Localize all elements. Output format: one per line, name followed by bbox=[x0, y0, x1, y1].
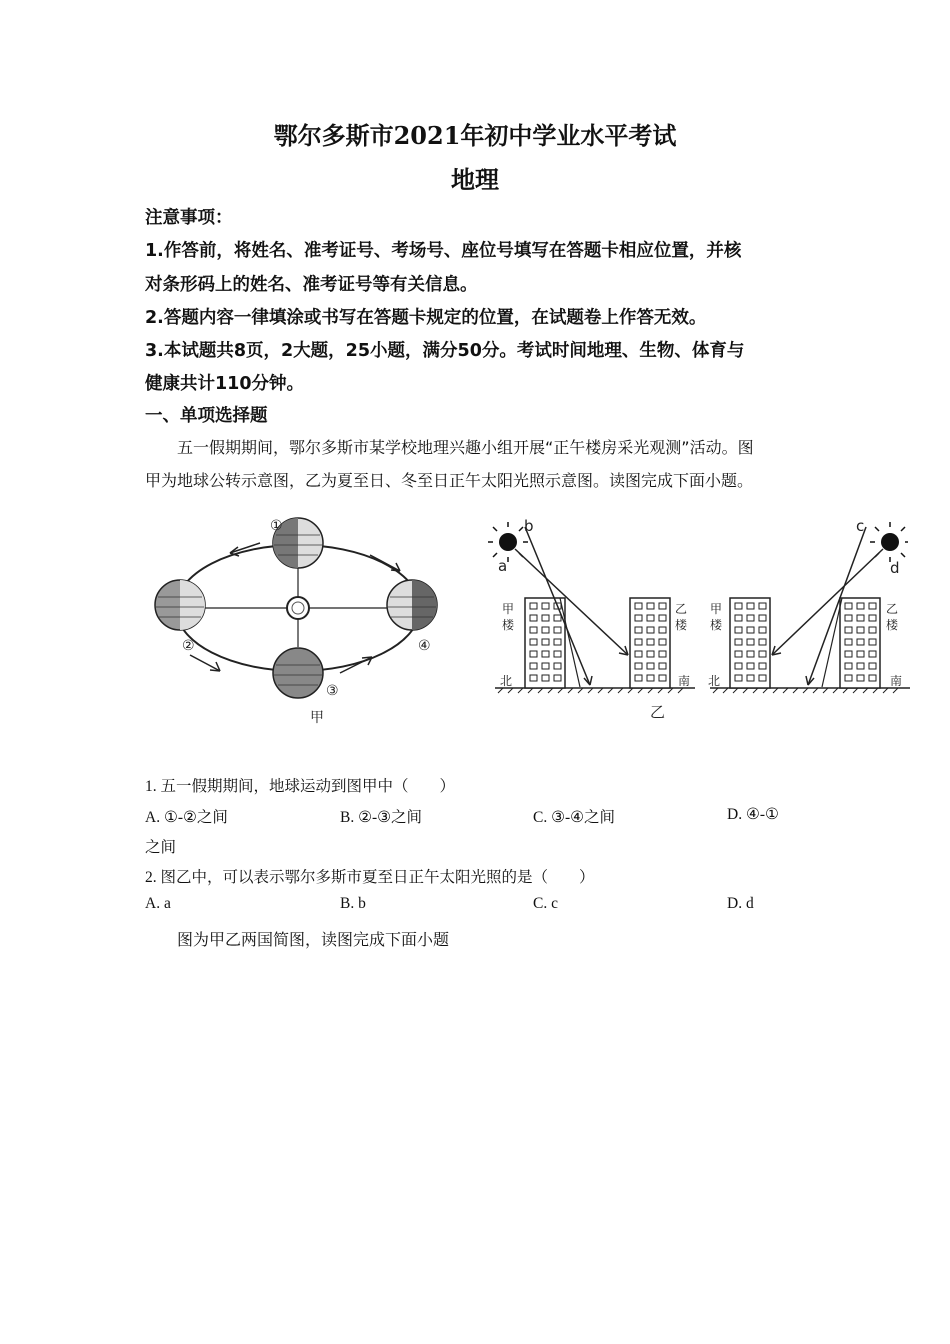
north-label-left: 北 bbox=[500, 674, 513, 688]
notice-item3-line2: 健康共计110分钟。 bbox=[145, 374, 305, 394]
notice-heading: 注意事项： bbox=[145, 208, 233, 228]
building-yi-label-left: 乙 bbox=[675, 602, 688, 616]
ray-label-c: c bbox=[856, 517, 865, 535]
ray-label-a: a bbox=[498, 557, 508, 575]
question-1-stem: 1. 五一假期期间，地球运动到图甲中（ ） bbox=[145, 778, 456, 795]
next-section-intro: 图为甲乙两国简图，读图完成下面小题 bbox=[177, 930, 450, 949]
question-1-option-a: A. ①-②之间 bbox=[145, 809, 228, 826]
orbit-label-2: ② bbox=[182, 638, 195, 654]
notice-item1-line1: 1.作答前，将姓名、准考证号、考场号、座位号填写在答题卡相应位置，并核 bbox=[145, 241, 742, 261]
ray-label-d: d bbox=[890, 559, 900, 577]
figure-area bbox=[150, 505, 910, 739]
figure-yi-left bbox=[488, 517, 695, 693]
figure-svg bbox=[150, 505, 910, 735]
building-jia-label-left: 甲 bbox=[502, 602, 515, 616]
question-1-option-d-wrap: 之间 bbox=[145, 839, 177, 856]
question-2-option-d: D. d bbox=[727, 895, 754, 912]
svg-text:楼: 楼 bbox=[502, 618, 515, 632]
building-yi-label-right: 乙 bbox=[886, 602, 899, 616]
notice-item1-line2: 对条形码上的姓名、准考证号等有关信息。 bbox=[145, 275, 478, 295]
section1-heading: 一、单项选择题 bbox=[145, 406, 268, 426]
question-1-option-b: B. ②-③之间 bbox=[340, 809, 423, 826]
svg-text:楼: 楼 bbox=[675, 618, 688, 632]
notice-item2: 2.答题内容一律填涂或书写在答题卡规定的位置，在试题卷上作答无效。 bbox=[145, 308, 707, 328]
south-label-left: 南 bbox=[678, 674, 691, 688]
section1-intro-line2: 甲为地球公转示意图，乙为夏至日、冬至日正午太阳光照示意图。读图完成下面小题。 bbox=[145, 471, 754, 490]
figure-yi-right bbox=[708, 517, 910, 693]
svg-text:楼: 楼 bbox=[886, 618, 899, 632]
question-2-stem: 2. 图乙中，可以表示鄂尔多斯市夏至日正午太阳光照的是（ ） bbox=[145, 869, 595, 886]
notice-item3-line1: 3.本试题共8页，2大题，25小题，满分50分。考试时间地理、生物、体育与 bbox=[145, 341, 745, 361]
orbit-label-3: ③ bbox=[326, 683, 339, 699]
question-2-option-a: A. a bbox=[145, 895, 171, 912]
south-label-right: 南 bbox=[890, 674, 903, 688]
question-2-option-c: C. c bbox=[533, 895, 558, 912]
orbit-label-4: ④ bbox=[418, 638, 431, 654]
building-jia-label-right: 甲 bbox=[710, 602, 723, 616]
question-1-option-c: C. ③-④之间 bbox=[533, 809, 616, 826]
subject-title: 地理 bbox=[451, 165, 499, 194]
question-2-option-b: B. b bbox=[340, 895, 366, 912]
north-label-right: 北 bbox=[708, 674, 721, 688]
figure-yi-label: 乙 bbox=[650, 703, 666, 721]
ray-label-b: b bbox=[524, 517, 534, 535]
svg-text:楼: 楼 bbox=[710, 618, 723, 632]
page-title: 鄂尔多斯市2021年初中学业水平考试 bbox=[273, 121, 677, 150]
figure-jia-label: 甲 bbox=[310, 710, 324, 726]
figure-jia bbox=[155, 518, 437, 726]
orbit-label-1: ① bbox=[270, 518, 283, 534]
question-1-option-d: D. ④-① bbox=[727, 806, 779, 823]
section1-intro-line1: 五一假期期间，鄂尔多斯市某学校地理兴趣小组开展“正午楼房采光观测”活动。图 bbox=[177, 438, 754, 457]
